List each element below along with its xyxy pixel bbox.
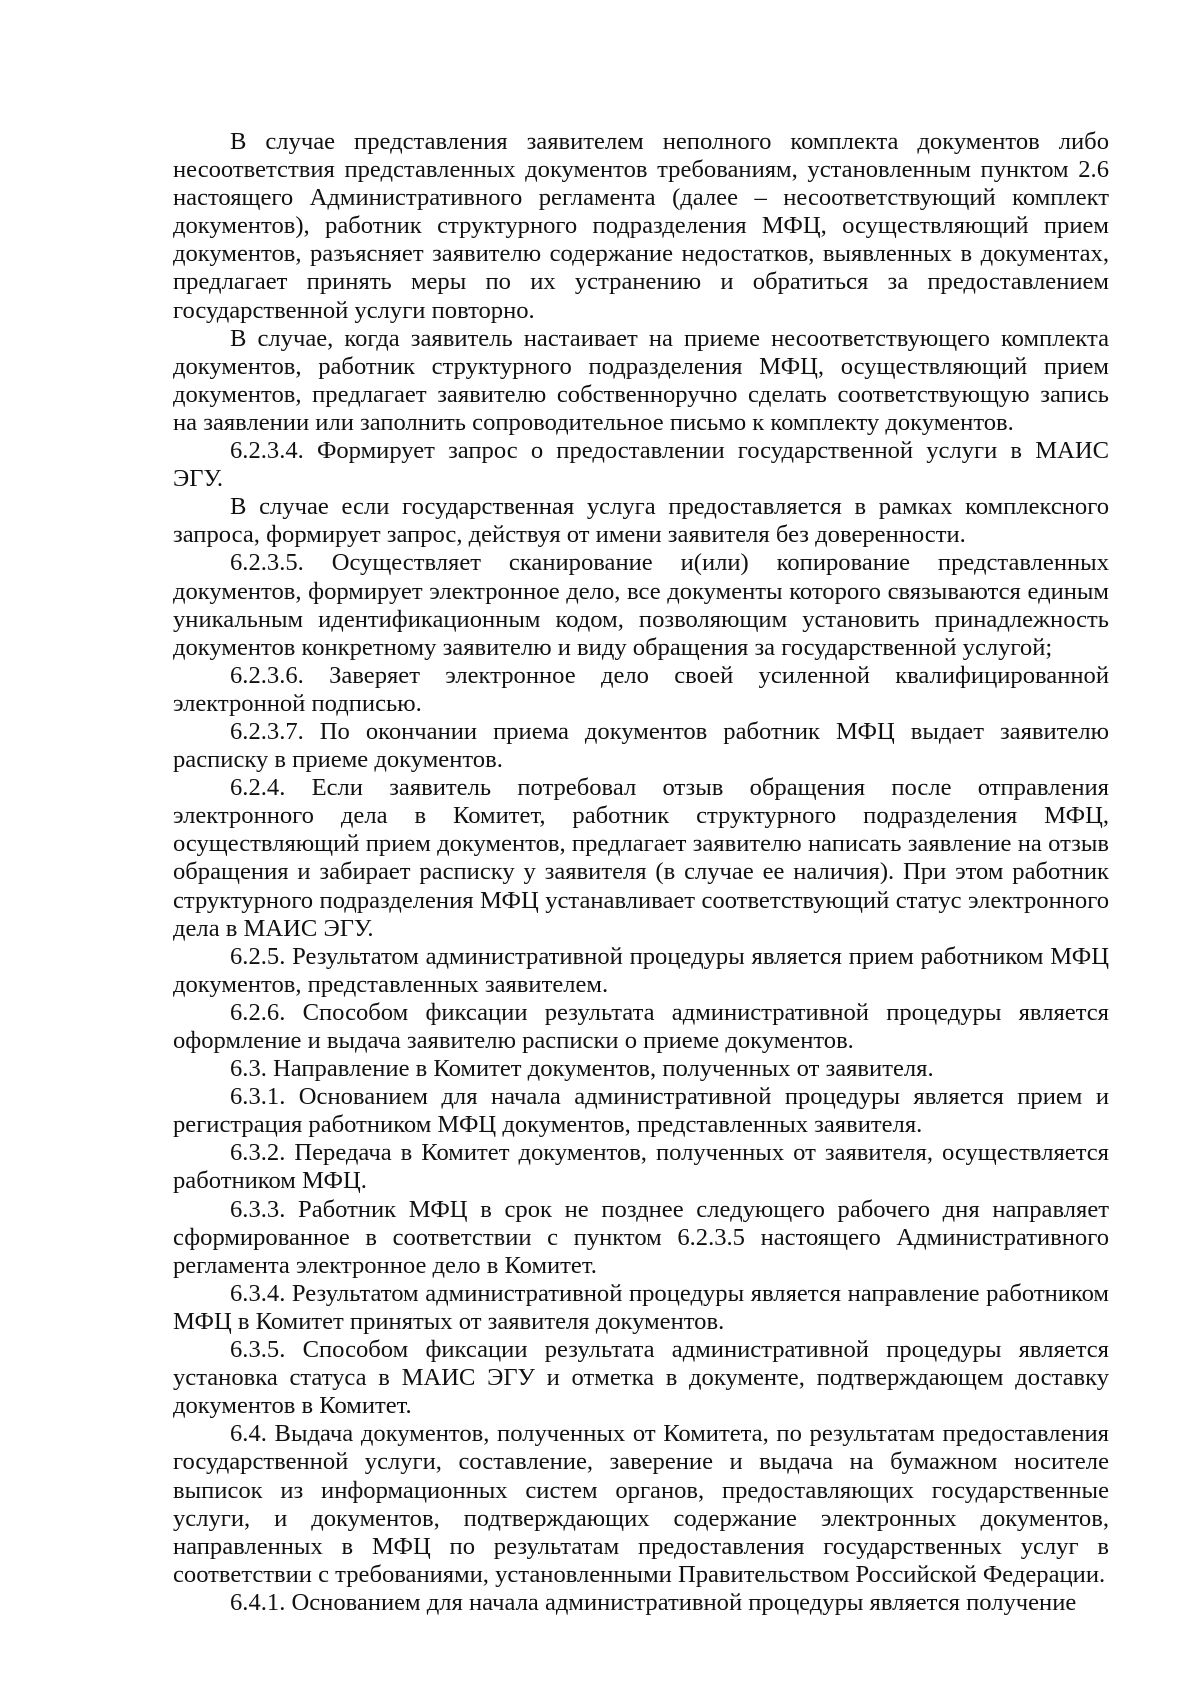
paragraph: В случае, когда заявитель настаивает на приеме несоответствующего комплекта документов, работник структурного подразделения МФЦ, осуществляющий прием документов, предлагает заявителю собственноручно сделать соответствующую запись на заявлении или заполнить сопроводительное письмо к комплекту документов. [173, 324, 1109, 436]
paragraph: В случае если государственная услуга предоставляется в рамках комплексного запроса, формирует запрос, действуя от имени заявителя без доверенности. [173, 493, 1109, 549]
paragraph: 6.3.4. Результатом административной процедуры является направление работником МФЦ в Комитет принятых от заявителя документов. [173, 1279, 1109, 1335]
paragraph: 6.3.5. Способом фиксации результата административной процедуры является установка статуса в МАИС ЭГУ и отметка в документе, подтверждающем доставку документов в Комитет. [173, 1336, 1109, 1420]
paragraph: 6.3.3. Работник МФЦ в срок не позднее следующего рабочего дня направляет сформированное в соответствии с пунктом 6.2.3.5 настоящего Административного регламента электронное дело в Комитет. [173, 1195, 1109, 1279]
paragraph: 6.2.4. Если заявитель потребовал отзыв обращения после отправления электронного дела в Комитет, работник структурного подразделения МФЦ, осуществляющий прием документов, предлагает заявителю написать заявление на отзыв обращения и забирает расписку у заявителя (в случае ее наличия). При этом работник структурного подразделения МФЦ устанавливает соответствующий статус электронного дела в МАИС ЭГУ. [173, 774, 1109, 942]
paragraph: 6.3.2. Передача в Комитет документов, полученных от заявителя, осуществляется работником МФЦ. [173, 1139, 1109, 1195]
paragraph: 6.2.3.7. По окончании приема документов работник МФЦ выдает заявителю расписку в приеме документов. [173, 717, 1109, 774]
document-body [173, 128, 1109, 1617]
paragraph: 6.2.6. Способом фиксации результата административной процедуры является оформление и выдача заявителю расписки о приеме документов. [173, 998, 1109, 1054]
paragraph: 6.3. Направление в Комитет документов, полученных от заявителя. [230, 1055, 934, 1083]
paragraph: 6.4. Выдача документов, полученных от Комитета, по результатам предоставления государственной услуги, составление, заверение и выдача на бумажном носителе выписок из информационных систем органов, предоставляющих государственные услуги, и документов, подтверждающих содержание электронных документов, направленных в МФЦ по результатам предоставления государственных услуг в соответствии с требованиями, установленными Правительством Российской Федерации. [173, 1420, 1109, 1588]
paragraph: 6.2.5. Результатом административной процедуры является прием работником МФЦ документов, представленных заявителем. [173, 942, 1109, 998]
paragraph: 6.4.1. Основанием для начала административной процедуры является получение [230, 1588, 1077, 1616]
paragraph: 6.3.1. Основанием для начала административной процедуры является прием и регистрация работником МФЦ документов, представленных заявителя. [173, 1083, 1109, 1139]
paragraph: В случае представления заявителем неполного комплекта документов либо несоответствия представленных документов требованиям, установленным пунктом 2.6 настоящего Административного регламента (далее – несоответствующий комплект документов), работник структурного подразделения МФЦ, осуществляющий прием документов, разъясняет заявителю содержание недостатков, выявленных в документах, предлагает принять меры по их устранению и обратиться за предоставлением государственной услуги повторно. [173, 128, 1109, 324]
paragraph: 6.2.3.4. Формирует запрос о предоставлении государственной услуги в МАИС ЭГУ. [173, 437, 1109, 493]
paragraph: 6.2.3.5. Осуществляет сканирование и(или) копирование представленных документов, формирует электронное дело, все документы которого связываются единым уникальным идентификационным кодом, позволяющим установить принадлежность документов конкретному заявителю и виду обращения за государственной услугой; [173, 549, 1109, 661]
paragraph: 6.2.3.6. Заверяет электронное дело своей усиленной квалифицированной электронной подписью. [173, 661, 1109, 717]
